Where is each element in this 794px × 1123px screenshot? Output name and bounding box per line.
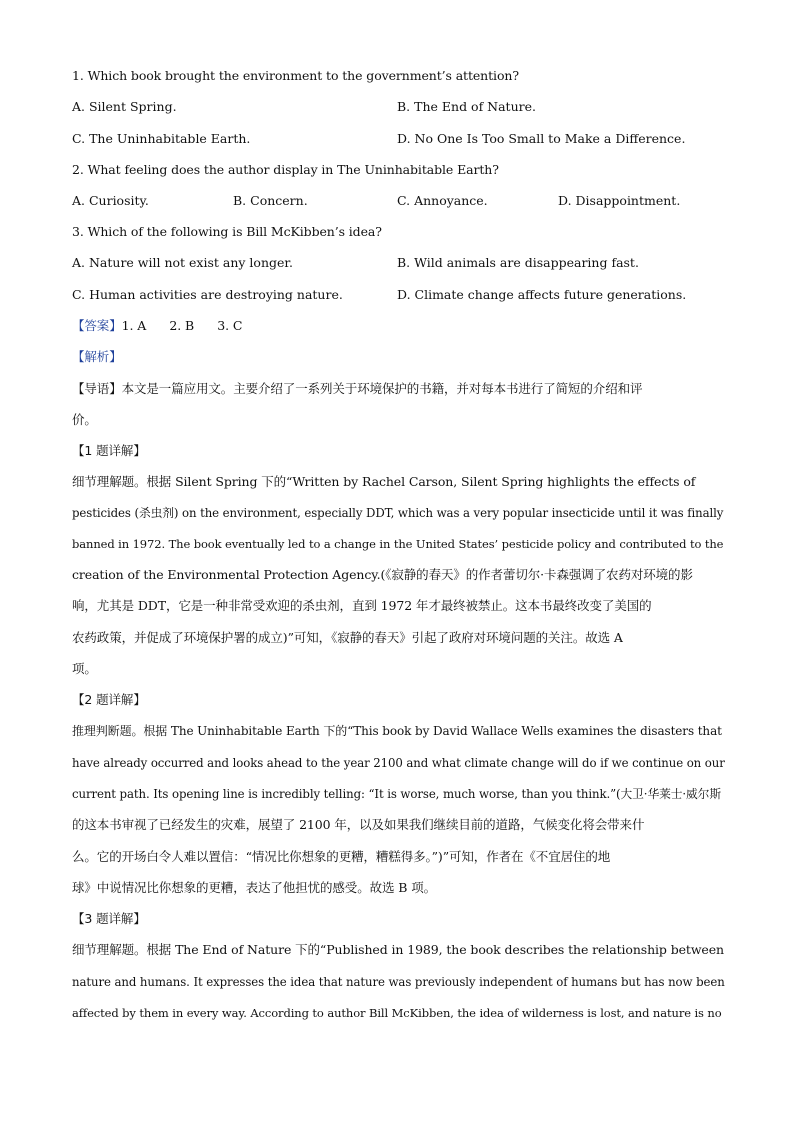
question-1-stem: 1. Which book brought the environment to the government’s attention? bbox=[72, 68, 519, 83]
analysis-tag: 【解析】 bbox=[72, 349, 122, 364]
question-3-stem: 3. Which of the following is Bill McKibben’s idea? bbox=[72, 224, 382, 239]
q2-line-4: 的这本书审视了已经发生的灾难，展望了 2100 年，以及如果我们继续目前的道路，气候变化将会带来什 bbox=[72, 817, 645, 832]
q2-line-3: current path. Its opening line is incredibly telling: “It is worse, much worse, than you think.”(大卫·华莱士·威尔斯 bbox=[72, 787, 721, 801]
question-1-option-a: A. Silent Spring. bbox=[72, 99, 177, 114]
question-3-option-a: A. Nature will not exist any longer. bbox=[72, 255, 293, 270]
q1-line-3: banned in 1972. The book eventually led to a change in the United States’ pesticide policy and contributed to the bbox=[72, 537, 724, 551]
q2-heading: 【2 题详解】 bbox=[72, 692, 146, 707]
question-2-option-b: B. Concern. bbox=[233, 193, 308, 208]
question-1-option-c: C. The Uninhabitable Earth. bbox=[72, 131, 251, 146]
question-2-option-c: C. Annoyance. bbox=[397, 193, 488, 208]
q2-line-2: have already occurred and looks ahead to the year 2100 and what climate change will do if we continue on our bbox=[72, 756, 725, 770]
q1-line-7: 项。 bbox=[72, 661, 97, 676]
question-1-option-b: B. The End of Nature. bbox=[397, 99, 536, 114]
answer-text: 1. A 2. B 3. C bbox=[121, 318, 243, 333]
question-1-option-d: D. No One Is Too Small to Make a Difference. bbox=[397, 131, 686, 146]
q1-line-5: 响，尤其是 DDT，它是一种非常受欢迎的杀虫剂，直到 1972 年才最终被禁止。这本书最终改变了美国的 bbox=[72, 598, 652, 613]
question-2-option-a: A. Curiosity. bbox=[72, 193, 149, 208]
intro-line-1 bbox=[72, 380, 726, 398]
q2-line-6: 球》中说情况比你想象的更糟，表达了他担忧的感受。故选 B 项。 bbox=[72, 880, 437, 895]
q3-line-3: affected by them in every way. According to author Bill McKibben, the idea of wilderness is lost, and nature is no bbox=[72, 1006, 722, 1020]
q3-heading: 【3 题详解】 bbox=[72, 911, 146, 926]
analysis-line bbox=[72, 348, 726, 366]
q1-line-6: 农药政策，并促成了环境保护署的成立)”可知，《寂静的春天》引起了政府对环境问题的关注。故选 A bbox=[72, 630, 623, 645]
q1-heading: 【1 题详解】 bbox=[72, 443, 146, 458]
q3-line-2: nature and humans. It expresses the idea that nature was previously independent of humans but has now been bbox=[72, 975, 725, 989]
q1-line-4: creation of the Environmental Protection Agency.(《寂静的春天》的作者蕾切尔·卡森强调了农药对环境的影 bbox=[72, 567, 693, 582]
intro-text-1: 本文是一篇应用文。主要介绍了一系列关于环境保护的书籍，并对每本书进行了简短的介绍和评 bbox=[121, 381, 643, 396]
q1-line-1: 细节理解题。根据 Silent Spring 下的“Written by Rachel Carson, Silent Spring highlights the effects of bbox=[72, 474, 696, 489]
q2-line-5: 么。它的开场白令人难以置信：“情况比你想象的更糟，糟糕得多。”)”可知，作者在《不宜居住的地 bbox=[72, 849, 611, 864]
question-3-option-d: D. Climate change affects future generations. bbox=[397, 287, 687, 302]
question-3-option-b: B. Wild animals are disappearing fast. bbox=[397, 255, 639, 270]
q3-line-1: 细节理解题。根据 The End of Nature 下的“Published in 1989, the book describes the relationship between bbox=[72, 942, 724, 957]
answer-line bbox=[72, 317, 726, 335]
intro-line-2: 价。 bbox=[72, 412, 97, 427]
q2-line-1: 推理判断题。根据 The Uninhabitable Earth 下的“This book by David Wallace Wells examines the disasters that bbox=[72, 724, 722, 738]
intro-tag: 【导语】 bbox=[72, 381, 122, 396]
answer-tag: 【答案】 bbox=[72, 318, 122, 333]
question-3-option-c: C. Human activities are destroying nature. bbox=[72, 287, 343, 302]
question-2-option-d: D. Disappointment. bbox=[558, 193, 681, 208]
question-2-stem: 2. What feeling does the author display in The Uninhabitable Earth? bbox=[72, 162, 499, 177]
q1-line-2: pesticides (杀虫剂) on the environment, especially DDT, which was a very popular insecticide until it was finally bbox=[72, 506, 724, 520]
